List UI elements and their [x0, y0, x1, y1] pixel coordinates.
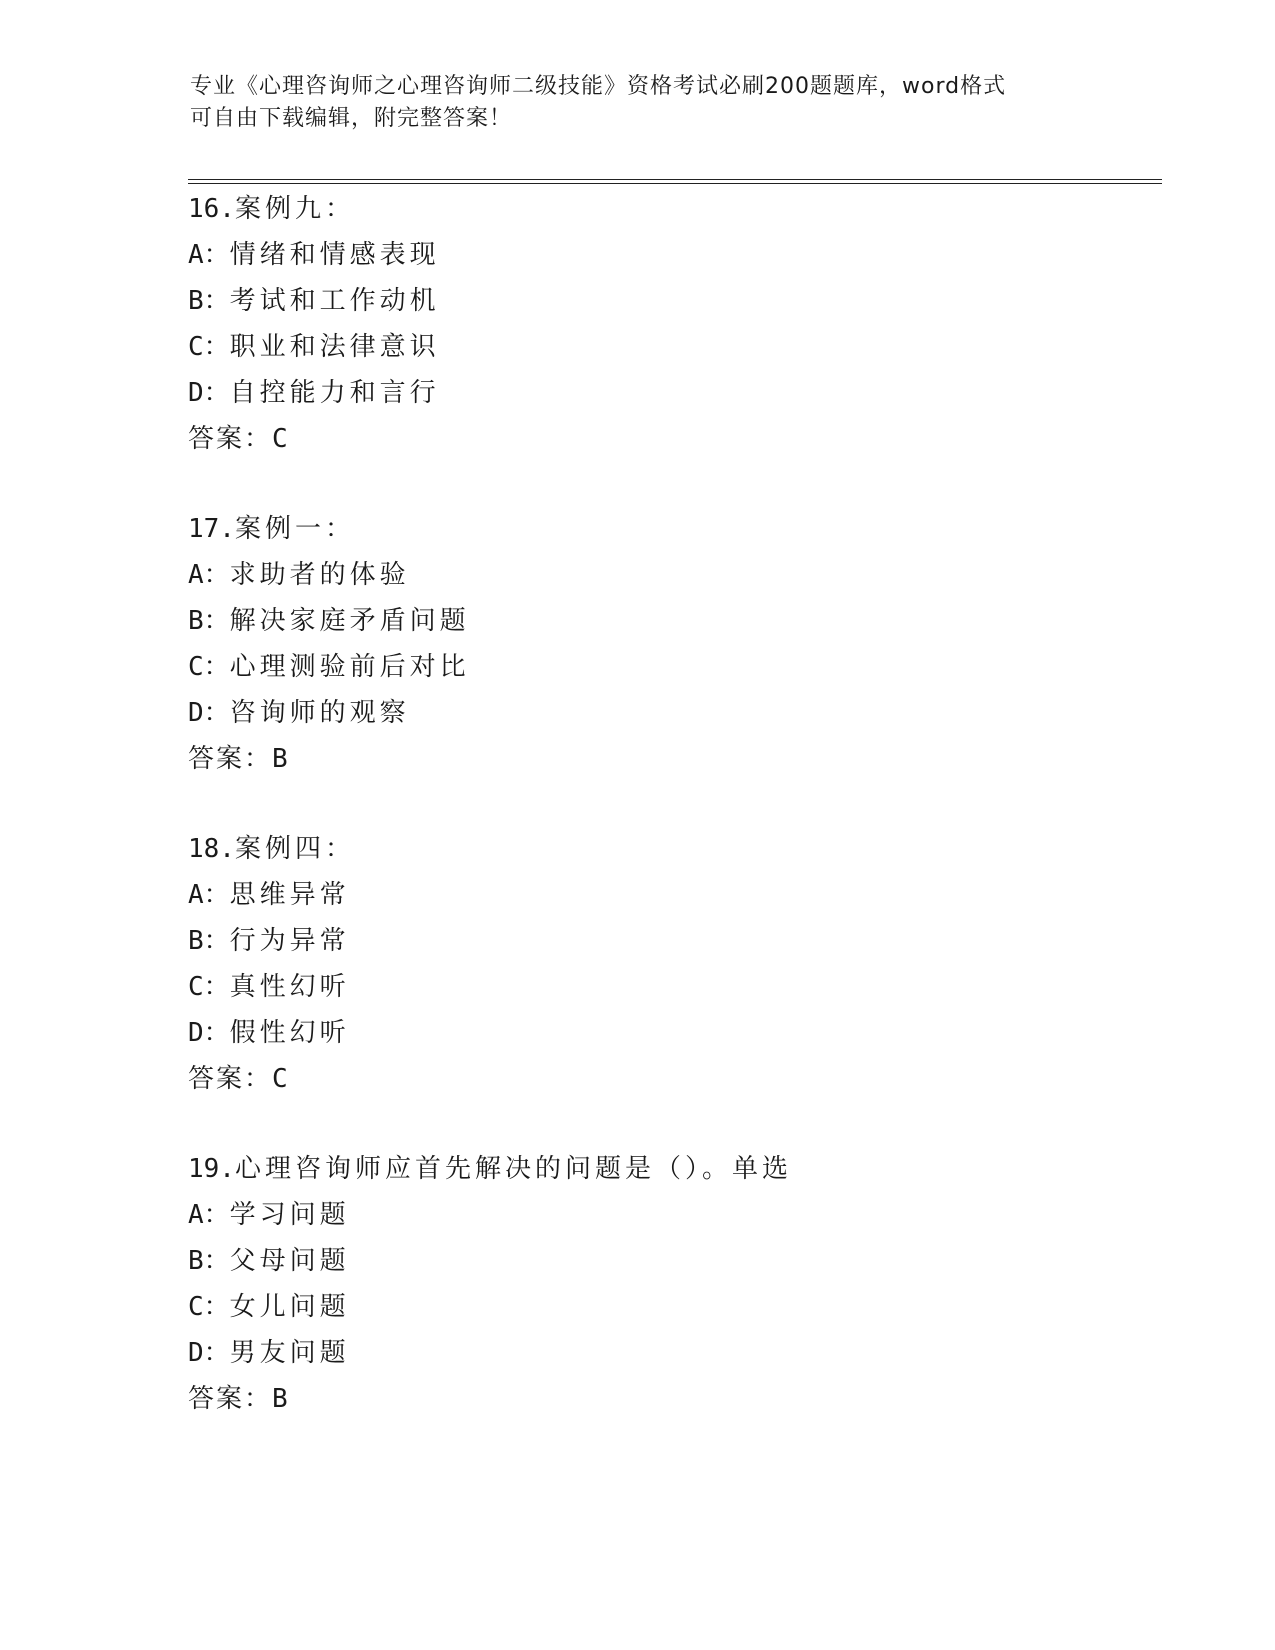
answer-line [188, 1056, 1088, 1102]
option-text: 父母问题 [229, 1246, 350, 1276]
answer-label: 答案： [188, 1064, 273, 1094]
question-number: 17. [188, 514, 235, 544]
option-c [188, 964, 1088, 1010]
answer-line [188, 416, 1088, 462]
question-number: 16. [188, 194, 235, 224]
answer-value: C [272, 1064, 288, 1094]
header-divider-bottom [188, 183, 1162, 184]
option-text: 假性幻听 [229, 1018, 350, 1048]
option-d [188, 370, 1088, 416]
option-label: D： [188, 1338, 230, 1368]
option-b [188, 1238, 1088, 1284]
question-stem [188, 186, 1088, 232]
option-label: B： [188, 286, 230, 316]
answer-label: 答案： [188, 424, 273, 454]
header-line-2: 可自由下载编辑，附完整答案！ [190, 106, 513, 131]
option-a [188, 232, 1088, 278]
option-b [188, 918, 1088, 964]
option-d [188, 1330, 1088, 1376]
question-stem [188, 826, 1088, 872]
question-stem [188, 1146, 1088, 1192]
option-label: C： [188, 652, 230, 682]
option-text: 情绪和情感表现 [229, 240, 440, 270]
option-text: 女儿问题 [229, 1292, 350, 1322]
answer-value: B [272, 744, 288, 774]
option-text: 咨询师的观察 [229, 698, 410, 728]
answer-value: B [272, 1384, 288, 1414]
question-number: 19. [188, 1154, 235, 1184]
option-a [188, 872, 1088, 918]
option-c [188, 644, 1088, 690]
question-block [188, 1146, 1088, 1422]
question-block [188, 186, 1088, 462]
option-label: A： [188, 1200, 230, 1230]
option-text: 求助者的体验 [229, 560, 410, 590]
question-text: 案例一： [234, 514, 355, 544]
option-a [188, 552, 1088, 598]
answer-label: 答案： [188, 744, 273, 774]
option-text: 解决家庭矛盾问题 [229, 606, 470, 636]
option-text: 男友问题 [229, 1338, 350, 1368]
option-label: D： [188, 698, 230, 728]
header-line-1: 专业《心理咨询师之心理咨询师二级技能》资格考试必刷200题题库，word格式 [190, 74, 1007, 99]
answer-label: 答案： [188, 1384, 273, 1414]
question-stem [188, 506, 1088, 552]
option-label: A： [188, 880, 230, 910]
header-divider-top [188, 179, 1162, 180]
option-label: D： [188, 378, 230, 408]
answer-value: C [272, 424, 288, 454]
question-text: 案例四： [234, 834, 355, 864]
option-text: 职业和法律意识 [229, 332, 440, 362]
option-text: 思维异常 [229, 880, 350, 910]
option-label: C： [188, 1292, 230, 1322]
option-d [188, 690, 1088, 736]
question-block [188, 506, 1088, 782]
option-label: B： [188, 1246, 230, 1276]
option-d [188, 1010, 1088, 1056]
option-label: A： [188, 560, 230, 590]
option-a [188, 1192, 1088, 1238]
question-number: 18. [188, 834, 235, 864]
question-text: 案例九： [234, 194, 355, 224]
option-label: B： [188, 606, 230, 636]
option-label: C： [188, 332, 230, 362]
option-c [188, 324, 1088, 370]
option-b [188, 598, 1088, 644]
answer-line [188, 736, 1088, 782]
option-text: 真性幻听 [229, 972, 350, 1002]
option-text: 心理测验前后对比 [229, 652, 470, 682]
option-label: C： [188, 972, 230, 1002]
option-label: D： [188, 1018, 230, 1048]
option-label: A： [188, 240, 230, 270]
question-block [188, 826, 1088, 1102]
question-text: 心理咨询师应首先解决的问题是（）。单选 [234, 1154, 792, 1184]
option-text: 考试和工作动机 [229, 286, 440, 316]
option-text: 行为异常 [229, 926, 350, 956]
option-text: 自控能力和言行 [229, 378, 440, 408]
option-c [188, 1284, 1088, 1330]
option-label: B： [188, 926, 230, 956]
option-text: 学习问题 [229, 1200, 350, 1230]
option-b [188, 278, 1088, 324]
answer-line [188, 1376, 1088, 1422]
